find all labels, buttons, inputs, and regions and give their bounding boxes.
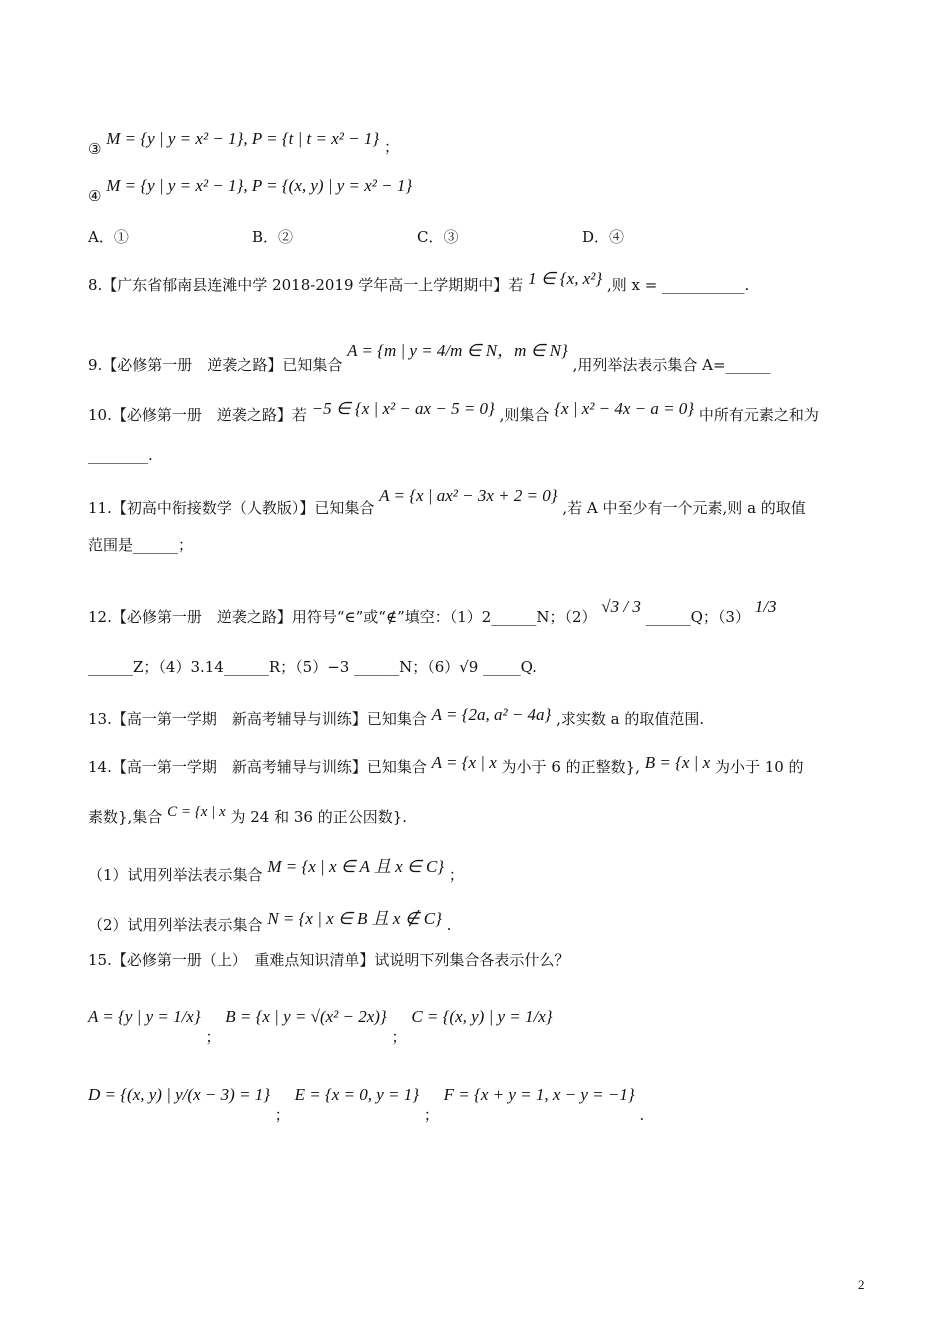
q7-option-3 [88,128,399,158]
q9-text: 9.【必修第一册 逆袭之路】已知集合 [88,356,343,374]
q12-line-2: ______Z；（4）3.14______R；（5）−3 ______N；（6）√9 _____Q. [88,658,537,676]
q14-part-2 [88,910,451,935]
q7-choice-a: A．① [88,228,129,246]
question-13 [88,705,705,729]
q10-text: 10.【必修第一册 逆袭之路】若 [88,406,307,424]
q9-math: A = {m | y = 4/m ∈ N，m ∈ N} [347,341,568,360]
q12-frac-sqrt3-over-3: √3 / 3 [601,597,641,616]
q14-text: 14.【高一第一学期 新高考辅导与训练】已知集合 [88,758,427,776]
q15-set-d: D = {(x, y) | y/(x − 3) = 1} [88,1085,271,1104]
question-8 [88,269,750,295]
q15-sets-row-2 [88,1084,645,1124]
question-15: 15.【必修第一册（上） 重难点知识清单】试说明下列集合各表示什么？ [88,951,570,969]
q11-end: ,若 A 中至少有一个元素,则 a 的取值 [562,499,806,517]
q10-mid: ,则集合 [499,406,550,424]
q11-text: 11.【初高中衔接数学（人教版）】已知集合 [88,499,375,517]
question-11 [88,486,806,518]
q14-p2-math: N = {x | x ∈ B 且 x ∉ C} [267,909,442,928]
q14-p2-end: . [446,916,452,934]
q8-text: 8.【广东省郁南县连滩中学 2018-2019 学年高一上学期期中】若 [88,276,524,294]
sep-2: ； [391,1028,407,1046]
sep-3: ； [274,1106,290,1124]
q10-blank: ________. [88,446,153,464]
question-10 [88,399,819,425]
q15-sets-row-1 [88,1006,553,1046]
question-12 [88,597,777,627]
q13-text: 13.【高一第一学期 新高考辅导与训练】已知集合 [88,710,427,728]
q7-4-math: M = {y | y = x² − 1}, P = {(x, y) | y = x² − 1} [106,176,413,195]
q7-option-4 [88,176,413,205]
q7-3-math: M = {y | y = x² − 1}, P = {t | t = x² − 1} [106,129,380,148]
q15-end: . [639,1106,645,1124]
q14-line2a: 素数},集合 [88,808,163,826]
q15-set-e: E = {x = 0, y = 1} [294,1085,420,1104]
q13-end: ,求实数 a 的取值范围. [556,710,705,728]
sep-4: ； [423,1106,439,1124]
q10-end: 中所有元素之和为 [698,406,819,424]
page-number: 2 [858,1277,865,1292]
q14-math-c: C = {x | x [167,804,226,820]
q15-set-b: B = {x | y = √(x² − 2x)} [225,1007,387,1026]
q14-end: 为小于 10 的 [714,758,804,776]
circled-4: ④ [88,187,102,205]
question-9 [88,341,771,375]
q12-text: 12.【必修第一册 逆袭之路】用符号“∈”或“∉”填空：（1）2______N；（2） [88,608,597,626]
sep-1: ； [205,1028,221,1046]
q13-math: A = {2a, a² − 4a} [431,705,552,724]
q7-choice-c: C．③ [417,228,459,246]
q7-choice-d: D．④ [582,228,625,246]
q15-set-f: F = {x + y = 1, x − y = −1} [443,1085,635,1104]
q12-frac-one-third: 1/3 [754,597,777,616]
q12-mid: ______Q；（3） [645,608,750,626]
q14-p1-text: （1）试用列举法表示集合 [88,866,263,884]
circled-3: ③ [88,140,102,158]
q11-line-2: 范围是______； [88,536,194,554]
q8-end: ,则 x = ___________. [606,276,750,294]
q14-part-1 [88,857,464,885]
semicolon: ； [383,138,399,156]
q14-p2-text: （2）试用列举法表示集合 [88,916,263,934]
question-14 [88,753,804,777]
q14-mid: 为小于 6 的正整数}, [501,758,640,776]
q14-math-a: A = {x | x [431,753,497,772]
q9-end: ,用列举法表示集合 A=______ [572,356,771,374]
q8-math: 1 ∈ {x, x²} [528,269,603,288]
q14-line-2 [88,806,407,827]
q14-math-b: B = {x | x [644,753,711,772]
q10-math-1: −5 ∈ {x | x² − ax − 5 = 0} [311,399,495,418]
q14-p1-math: M = {x | x ∈ A 且 x ∈ C} [267,857,445,876]
q15-set-c: C = {(x, y) | y = 1/x} [411,1007,553,1026]
q15-set-a: A = {y | y = 1/x} [88,1007,201,1026]
q10-math-2: {x | x² − 4x − a = 0} [554,399,695,418]
q14-p1-end: ； [448,866,464,884]
q11-math: A = {x | ax² − 3x + 2 = 0} [379,486,558,505]
q14-line2b: 为 24 和 36 的正公因数}. [230,808,408,826]
q7-choice-b: B．② [252,228,294,246]
